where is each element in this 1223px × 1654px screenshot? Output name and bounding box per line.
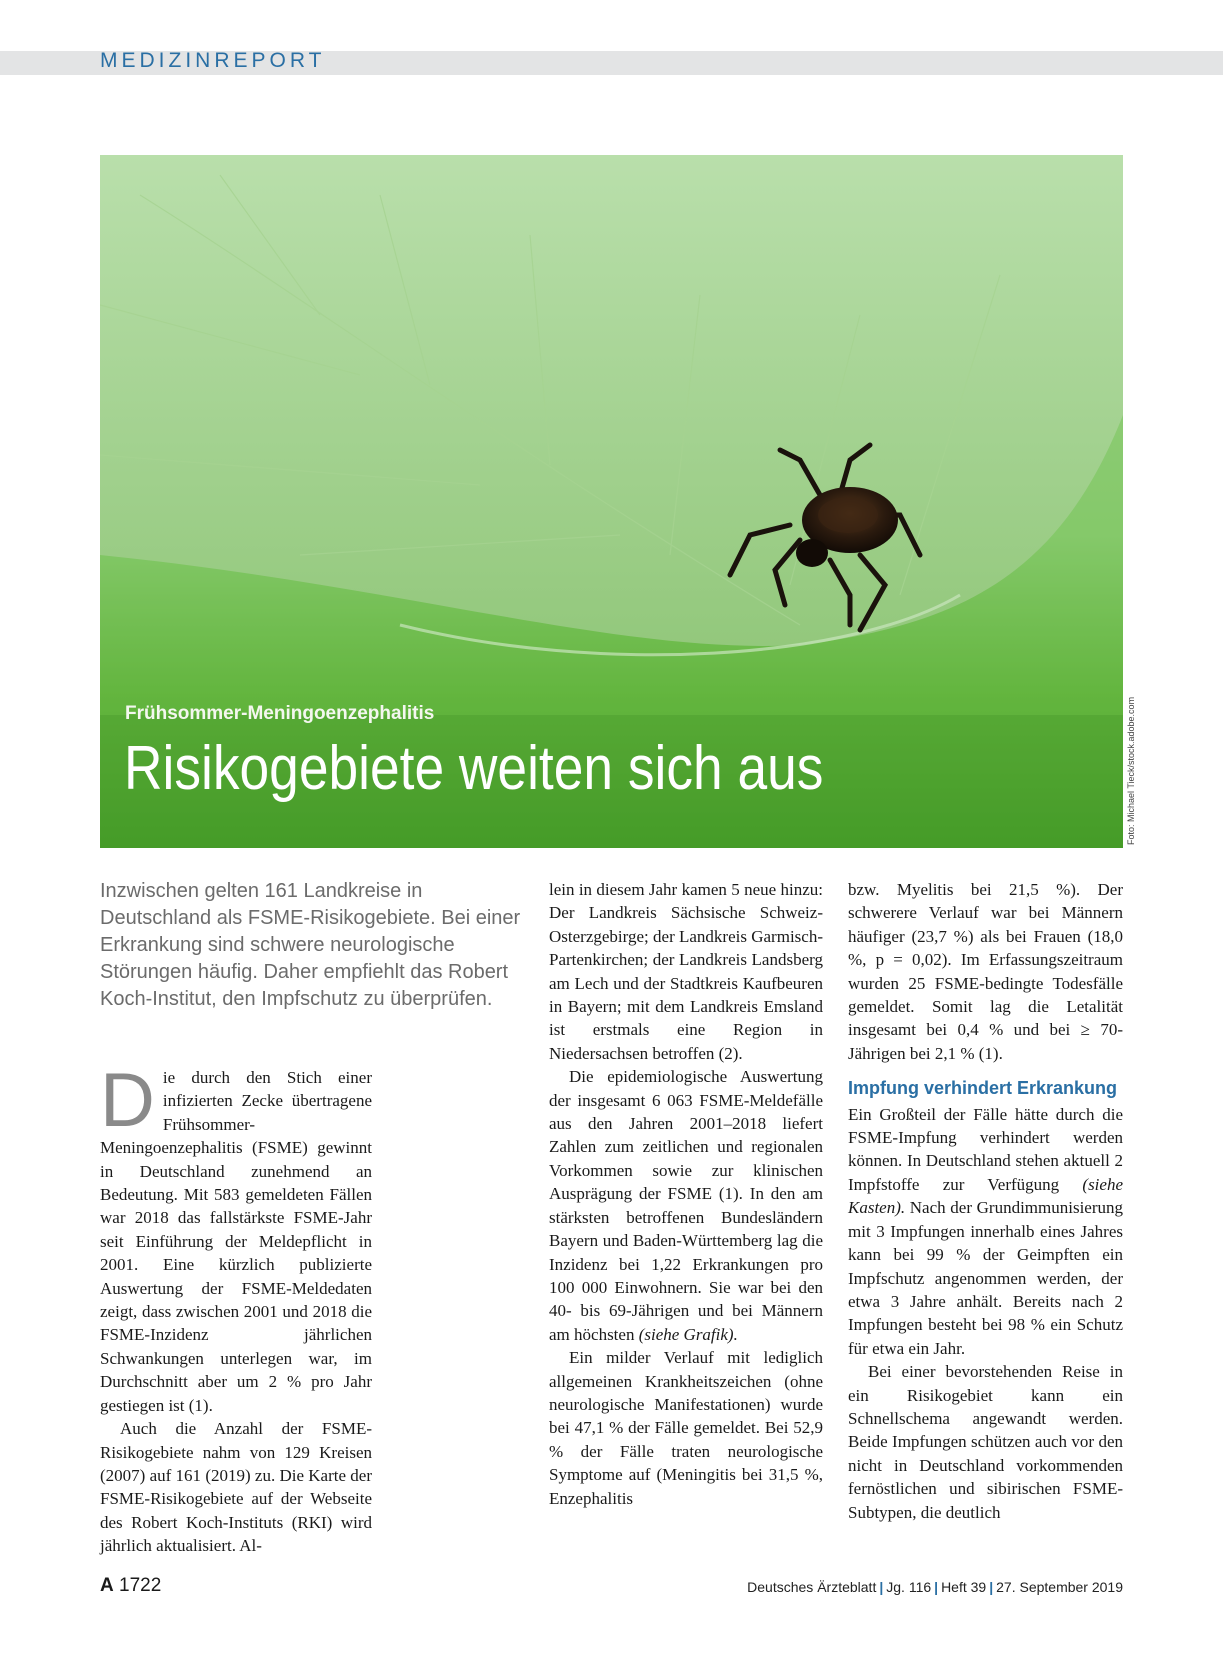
publication-date: 27. September 2019	[996, 1579, 1123, 1595]
drop-cap: D	[100, 1058, 155, 1143]
page-number-value: 1722	[119, 1575, 162, 1596]
issue: Heft 39	[941, 1579, 987, 1595]
body-paragraph	[848, 1103, 1123, 1360]
volume: Jg. 116	[886, 1579, 932, 1595]
separator: |	[879, 1579, 884, 1595]
journal-name: Deutsches Ärzteblatt	[747, 1579, 877, 1595]
section-subheading: Impfung verhindert Erkrankung	[848, 1078, 1118, 1099]
photo-credit: Foto: Michael Tieck/stock.adobe.com	[1126, 696, 1136, 845]
paragraph-text: Ein Großteil der Fälle hätte durch die FSME-Impfung verhindert werden können. In Deutschland stehen aktuell 2 Impfstoffe zur Verfügung	[848, 1104, 1123, 1194]
column-1	[100, 1058, 372, 1558]
body-paragraph	[549, 1065, 823, 1346]
journal-footer	[747, 1579, 1123, 1595]
body-paragraph: ie durch den Stich einer infizierten Zecke übertragene Frühsommer-Meningoenzephalitis (FSME) gewinnt in Deutschland zunehmend an Bedeutung. Mit 583 gemeldeten Fällen war 2018 das fallstärkste FSME-Jahr seit Einführung der Meldepflicht in 2001. Eine kürzlich publizierte Auswertung der FSME-Meldedaten zeigt, dass zwischen 2001 und 2018 die FSME-Inzidenz jährlichen Schwankungen unterlegen war, im Durchschnitt aber um 2 % pro Jahr gestiegen ist (1).	[100, 1068, 372, 1415]
body-paragraph: Auch die Anzahl der FSME-Risikogebiete nahm von 129 Kreisen (2007) auf 161 (2019) zu. Die Karte der FSME-Risikogebiete auf der Webseite des Robert Koch-Instituts (RKI) wird jährlich aktualisiert. Al-	[100, 1419, 372, 1556]
paragraph-text: Die epidemiologische Auswertung der insgesamt 6 063 FSME-Meldefälle aus den Jahren 2001–2018 liefert Zahlen zum zeitlichen und regionalen Vorkommen sowie zur klinischen Ausprägung der FSME (1). In den am stärksten betroffenen Bundesländern Bayern und Baden-Württemberg lag die Inzidenz bei 1,22 Erkrankungen pro 100 000 Einwohnern. Sie war bei den 40- bis 69-Jährigen und bei Männern am höchsten	[549, 1067, 823, 1344]
separator: |	[989, 1579, 994, 1595]
page-title: Risikogebiete weiten sich aus	[124, 734, 824, 803]
body-paragraph: Bei einer bevorstehenden Reise in ein Risikogebiet kann ein Schnellschema angewandt werden. Beide Impfungen schützen auch vor den nicht in Deutschland vorkommenden fernöstlichen und sibirischen FSME-Subtypen, die deutlich	[848, 1362, 1123, 1522]
body-paragraph: Ein milder Verlauf mit lediglich allgemeinen Krankheitszeichen (ohne neurologische Manifestationen) wurde bei 47,1 % der Fälle gemeldet. Bei 52,9 % der Fälle traten neurologische Symptome auf (Meningitis bei 31,5 %, Enzephalitis	[549, 1348, 823, 1508]
page-number	[100, 1575, 161, 1597]
section-label: MEDIZINREPORT	[100, 49, 326, 72]
separator: |	[934, 1579, 939, 1595]
body-paragraph: lein in diesem Jahr kamen 5 neue hinzu: Der Landkreis Sächsische Schweiz-Osterzgebirge; der Landkreis Garmisch-Partenkirchen; der Landkreis Landsberg am Lech und der Stadtkreis Kaufbeuren in Bayern; mit dem Landkreis Emsland ist erstmals eine Region in Niedersachsen betroffen (2).	[549, 880, 823, 1063]
page-prefix: A	[100, 1575, 114, 1596]
column-2	[549, 878, 823, 1510]
paragraph-text: Nach der Grundimmunisierung mit 3 Impfungen innerhalb eines Jahres kann bei 99 % der Geimpften ein Impfschutz angenommen werden, der etwa 3 Jahre anhält. Bereits nach 2 Impfungen besteht bei 98 % ein Schutz für etwa ein Jahr.	[848, 1198, 1124, 1358]
hero-image	[100, 155, 1123, 848]
body-paragraph: bzw. Myelitis bei 21,5 %). Der schwerere Verlauf war bei Männern häufiger (23,7 %) als bei Frauen (18,0 %, p = 0,02). Im Erfassungszeitraum wurden 25 FSME-bedingte Todesfälle gemeldet. Somit lag die Letalität insgesamt bei 0,4 % und bei ≥ 70-Jährigen bei 2,1 % (1).	[848, 880, 1123, 1063]
box-reference: (siehe Kasten).	[848, 1174, 1123, 1218]
hero-kicker: Frühsommer-Meningoenzephalitis	[125, 703, 435, 724]
column-3	[848, 878, 1123, 1524]
lead-paragraph: Inzwischen gelten 161 Landkreise in Deutschland als FSME-Risikogebiete. Bei einer Erkrankung sind schwere neurologische Störungen häufig. Daher empfiehlt das Robert Koch-Institut, den Impfschutz zu überprüfen.	[100, 880, 521, 1010]
figure-reference: (siehe Grafik).	[638, 1324, 738, 1344]
